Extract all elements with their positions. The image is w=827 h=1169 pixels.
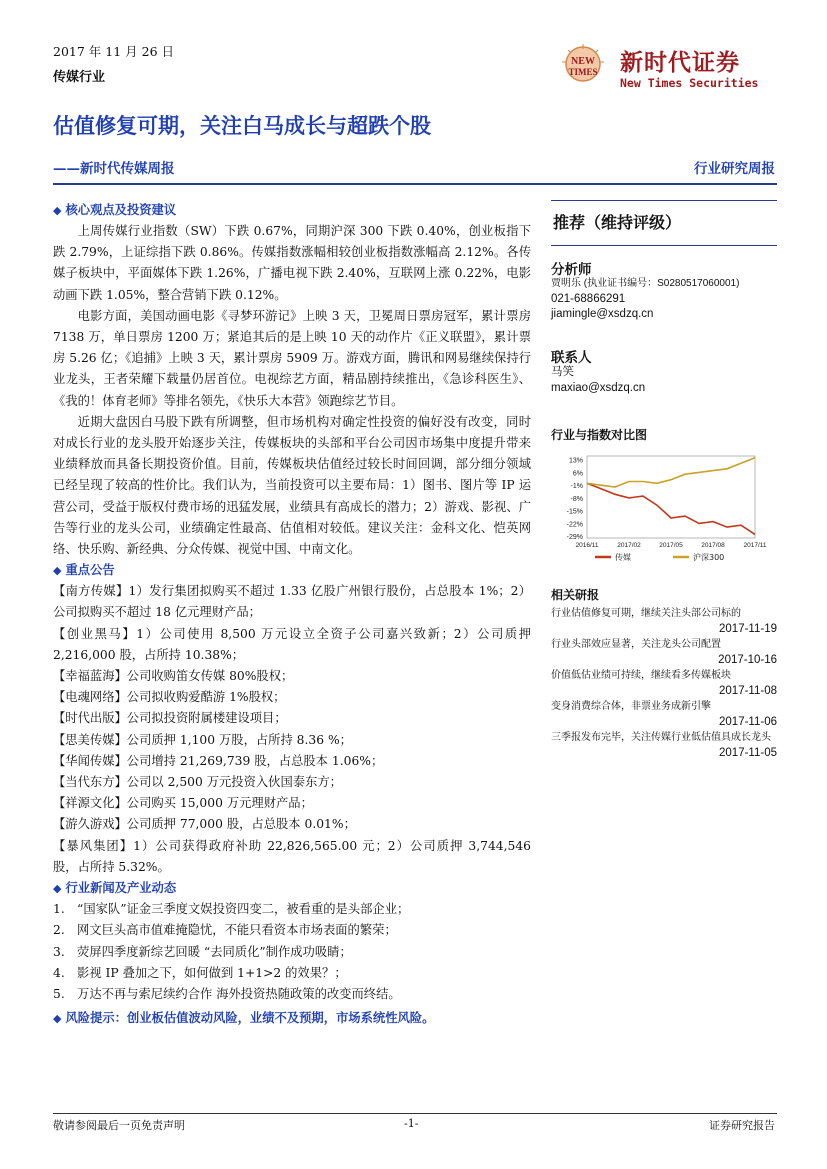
related-item[interactable]: 三季报发布完毕，关注传媒行业低估值具成长龙头 2017-11-05 bbox=[551, 732, 777, 759]
analyst-phone: 021-68866291 bbox=[551, 292, 626, 305]
related-item[interactable]: 价值低估业绩可持续，继续看多传媒板块 2017-11-08 bbox=[551, 670, 777, 697]
risk-warning: ◆ 风险提示：创业板估值波动风险，业绩不及预期，市场系统性风险。 bbox=[53, 1010, 435, 1026]
header-divider bbox=[53, 183, 777, 185]
announcement-item: 【电魂网络】公司拟收购爱酷游 1%股权； bbox=[53, 690, 286, 705]
announce-heading: ◆ 重点公告 bbox=[53, 562, 115, 578]
announcement-item: 【南方传媒】1）发行集团拟购买不超过 1.33 亿股广州银行股份，占总股本 1%；2）公司拟购买不超过 18 亿元理财产品； bbox=[53, 584, 531, 620]
related-heading: 相关研报 bbox=[551, 588, 600, 602]
footer-disclaimer: 敬请参阅最后一页免责声明 bbox=[53, 1119, 185, 1132]
report-date: 2017 年 11 月 26 日 bbox=[53, 44, 174, 59]
y-tick-label: -8% bbox=[570, 495, 583, 503]
y-tick-label: -1% bbox=[570, 483, 583, 491]
news-item: 5. 万达不再与索尼续约合作 海外投资热随政策的改变而终结。 bbox=[53, 986, 401, 1001]
x-tick-label: 2017/08 bbox=[701, 542, 725, 549]
announcement-item: 【祥源文化】公司购买 15,000 万元理财产品； bbox=[53, 796, 313, 811]
footer-divider bbox=[53, 1113, 777, 1114]
logo-en: New Times Securities bbox=[620, 76, 759, 90]
comparison-chart bbox=[551, 448, 777, 572]
y-tick-label: -22% bbox=[566, 521, 583, 529]
rating-label: 推荐（维持评级） bbox=[553, 213, 682, 232]
legend-label: 沪深300 bbox=[693, 553, 725, 562]
diamond-icon: ◆ bbox=[53, 1012, 62, 1026]
legend-label: 传媒 bbox=[615, 553, 631, 562]
analyst-name: 贾明乐 (执业证书编号：S0280517060001) bbox=[551, 278, 740, 289]
announcement-item: 【当代东方】公司以 2,500 万元投资入伙国泰东方； bbox=[53, 775, 342, 790]
logo-mark-icon bbox=[556, 44, 610, 88]
related-item[interactable]: 行业头部效应显著，关注龙头公司配置 2017-10-16 bbox=[551, 639, 777, 666]
x-tick-label: 2017/02 bbox=[617, 542, 641, 549]
news-item: 3. 荧屏四季度新综艺回暖 “去同质化”制作成功吸睛； bbox=[53, 944, 352, 959]
announcement-item: 【创业黑马】1）公司使用 8,500 万元设立全资子公司嘉兴致新；2）公司质押 2,216,000 股，占所持 10.38%； bbox=[53, 626, 531, 662]
analyst-info bbox=[551, 276, 777, 323]
company-logo bbox=[556, 44, 776, 94]
paragraph: 电影方面，美国动画电影《寻梦环游记》上映 3 天，卫冕周日票房冠军，累计票房 7138 万，单日票房 1200 万；紧追其后的是上映 10 天的动作片《正义联盟》，累计票房 5.26 亿；《追捕》上映 3 天，累计票房 5909 万。游戏方面，腾讯和网易继续保持行业龙头，王者荣耀下载量仍居首位。电视综艺方面，精品剧持续推出，《急诊科医生》、《我的！体育老师》等排名领先，《快乐大本营》领跑综艺节目。 bbox=[53, 308, 531, 408]
news-heading: ◆ 行业新闻及产业动态 bbox=[53, 880, 177, 896]
footer-report-label: 证券研究报告 bbox=[709, 1119, 775, 1132]
diamond-icon: ◆ bbox=[53, 564, 62, 578]
news-item: 1. “国家队”证金三季度文娱投资四变二，被看重的是头部企业； bbox=[53, 902, 410, 917]
diamond-icon: ◆ bbox=[53, 204, 62, 217]
contact-email[interactable]: maxiao@xsdzq.cn bbox=[551, 381, 646, 394]
announcement-item: 【游久游戏】公司质押 77,000 股，占总股本 0.01%； bbox=[53, 817, 356, 832]
logo-mark-line1: NEW bbox=[571, 56, 595, 67]
logo-mark-line2: TIMES bbox=[568, 67, 598, 77]
report-type: 行业研究周报 bbox=[694, 161, 775, 177]
series-line-hs300 bbox=[587, 458, 755, 487]
contact-name: 马笑 bbox=[551, 366, 574, 378]
analyst-email[interactable]: jiamingle@xsdzq.cn bbox=[551, 308, 654, 320]
y-tick-label: 13% bbox=[568, 457, 583, 465]
news-item: 4. 影视 IP 叠加之下，如何做到 1+1>2 的效果？； bbox=[53, 965, 347, 980]
x-tick-label: 2017/11 bbox=[743, 542, 767, 549]
report-title: 估值修复可期，关注白马成长与超跌个股 bbox=[53, 113, 431, 138]
chart-heading: 行业与指数对比图 bbox=[551, 428, 648, 442]
related-item[interactable]: 变身消费综合体，非票业务成新引擎 2017-11-06 bbox=[551, 701, 777, 728]
related-list bbox=[551, 606, 777, 761]
series-line-media bbox=[587, 483, 755, 534]
rating-box bbox=[551, 200, 777, 246]
x-tick-label: 2016/11 bbox=[575, 542, 599, 549]
y-tick-label: -15% bbox=[566, 508, 583, 516]
page-number: -1- bbox=[404, 1117, 419, 1130]
contact-heading: 联系人 bbox=[551, 350, 592, 366]
logo-cn: 新时代证券 bbox=[620, 49, 740, 76]
announcement-item: 【时代出版】公司拟投资附属楼建设项目； bbox=[53, 711, 287, 726]
y-tick-label: -29% bbox=[566, 534, 583, 542]
paragraph: 近期大盘因白马股下跌有所调整，但市场机构对确定性投资的偏好没有改变，同时对成长行业的龙头股开始逐步关注，传媒板块的头部和平台公司因市场集中度提升带来业绩释放而具备长期投资价值。目前，传媒板块估值经过较长时间回调，部分细分领域已经呈现了较高的性价比。我们认为，当前投资可以主要布局：1）图书、图片等 IP 运营公司，受益于版权付费市场的迅猛发展，业绩具有高成长的潜力；2）游戏、影视、广告等行业的龙头公司，业绩确定性最高、估值相对较低。建议关注：金科文化、恺英网络、快乐购、新经典、分众传媒、视觉中国、中南文化。 bbox=[53, 414, 531, 557]
diamond-icon: ◆ bbox=[53, 882, 62, 896]
announcement-item: 【暴风集团】1）公司获得政府补助 22,826,565.00 元；2）公司质押 3,744,546 股，占所持 5.32%。 bbox=[53, 838, 531, 874]
news-item: 2. 网文巨头高市值难掩隐忧，不能只看资本市场表面的繁荣； bbox=[53, 923, 397, 938]
paragraph: 上周传媒行业指数（SW）下跌 0.67%，同期沪深 300 下跌 0.40%，创业板指下跌 2.79%，上证综指下跌 0.86%。传媒指数涨幅相较创业板指数涨幅高 2.12%。各传媒子板块中，平面媒体下跌 1.26%，广播电视下跌 2.40%，互联网上涨 0.22%，电影动画下跌 1.05%，整合营销下跌 0.12%。 bbox=[53, 224, 531, 302]
report-subtitle: ——新时代传媒周报 bbox=[53, 161, 175, 177]
related-item[interactable]: 行业估值修复可期，继续关注头部公司标的 2017-11-19 bbox=[551, 608, 777, 635]
core-heading: ◆ 核心观点及投资建议 bbox=[53, 202, 177, 217]
sector-label: 传媒行业 bbox=[53, 70, 106, 85]
announcement-item: 【幸福蓝海】公司收购笛女传媒 80%股权； bbox=[53, 669, 294, 684]
announcement-item: 【华闻传媒】公司增持 21,269,739 股，占总股本 1.06%； bbox=[53, 753, 384, 768]
analyst-heading: 分析师 bbox=[551, 262, 592, 278]
announcement-item: 【思美传媒】公司质押 1,100 万股，占所持 8.36 %； bbox=[53, 732, 352, 747]
main-column bbox=[53, 200, 531, 1029]
contact-info bbox=[551, 365, 645, 396]
x-tick-label: 2017/05 bbox=[659, 542, 683, 549]
y-tick-label: 6% bbox=[572, 470, 583, 478]
